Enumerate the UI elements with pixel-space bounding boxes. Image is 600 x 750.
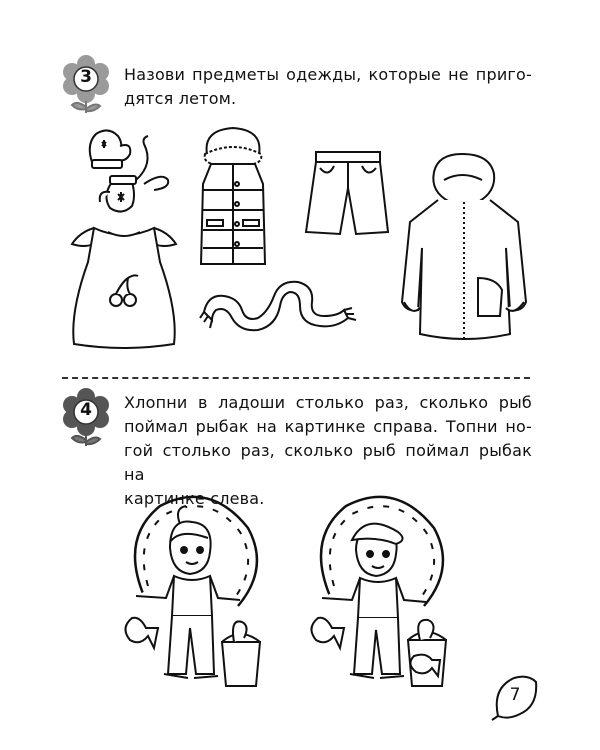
mittens-icon bbox=[84, 124, 184, 216]
task4-line-3: гой столько раз, сколько рыб поймал рыбак на bbox=[124, 441, 532, 484]
task4-number: 4 bbox=[80, 400, 92, 420]
fishing-girl-icon bbox=[110, 488, 290, 690]
shorts-icon bbox=[302, 148, 392, 240]
fishing-boy-icon bbox=[296, 488, 476, 690]
task3-line-2: дятся летом. bbox=[124, 89, 237, 108]
task4-line-1: Хлопни в ладоши столько раз, сколько рыб bbox=[124, 393, 532, 412]
task3-line-1: Назови предметы одежды, которые не приго- bbox=[124, 65, 532, 84]
coat-icon bbox=[398, 152, 528, 344]
page-number-badge bbox=[490, 672, 540, 722]
task3-instruction bbox=[124, 63, 532, 111]
scarf-icon bbox=[198, 272, 358, 342]
task4-line-4: картинке слева. bbox=[124, 489, 265, 508]
section-divider bbox=[62, 377, 530, 379]
task4-line-2: поймал рыбак на картинке справа. Топни но- bbox=[124, 417, 532, 436]
vest-icon bbox=[193, 124, 273, 272]
task3-number: 3 bbox=[80, 67, 92, 87]
dress-icon bbox=[64, 222, 184, 352]
page-number: 7 bbox=[509, 685, 521, 705]
